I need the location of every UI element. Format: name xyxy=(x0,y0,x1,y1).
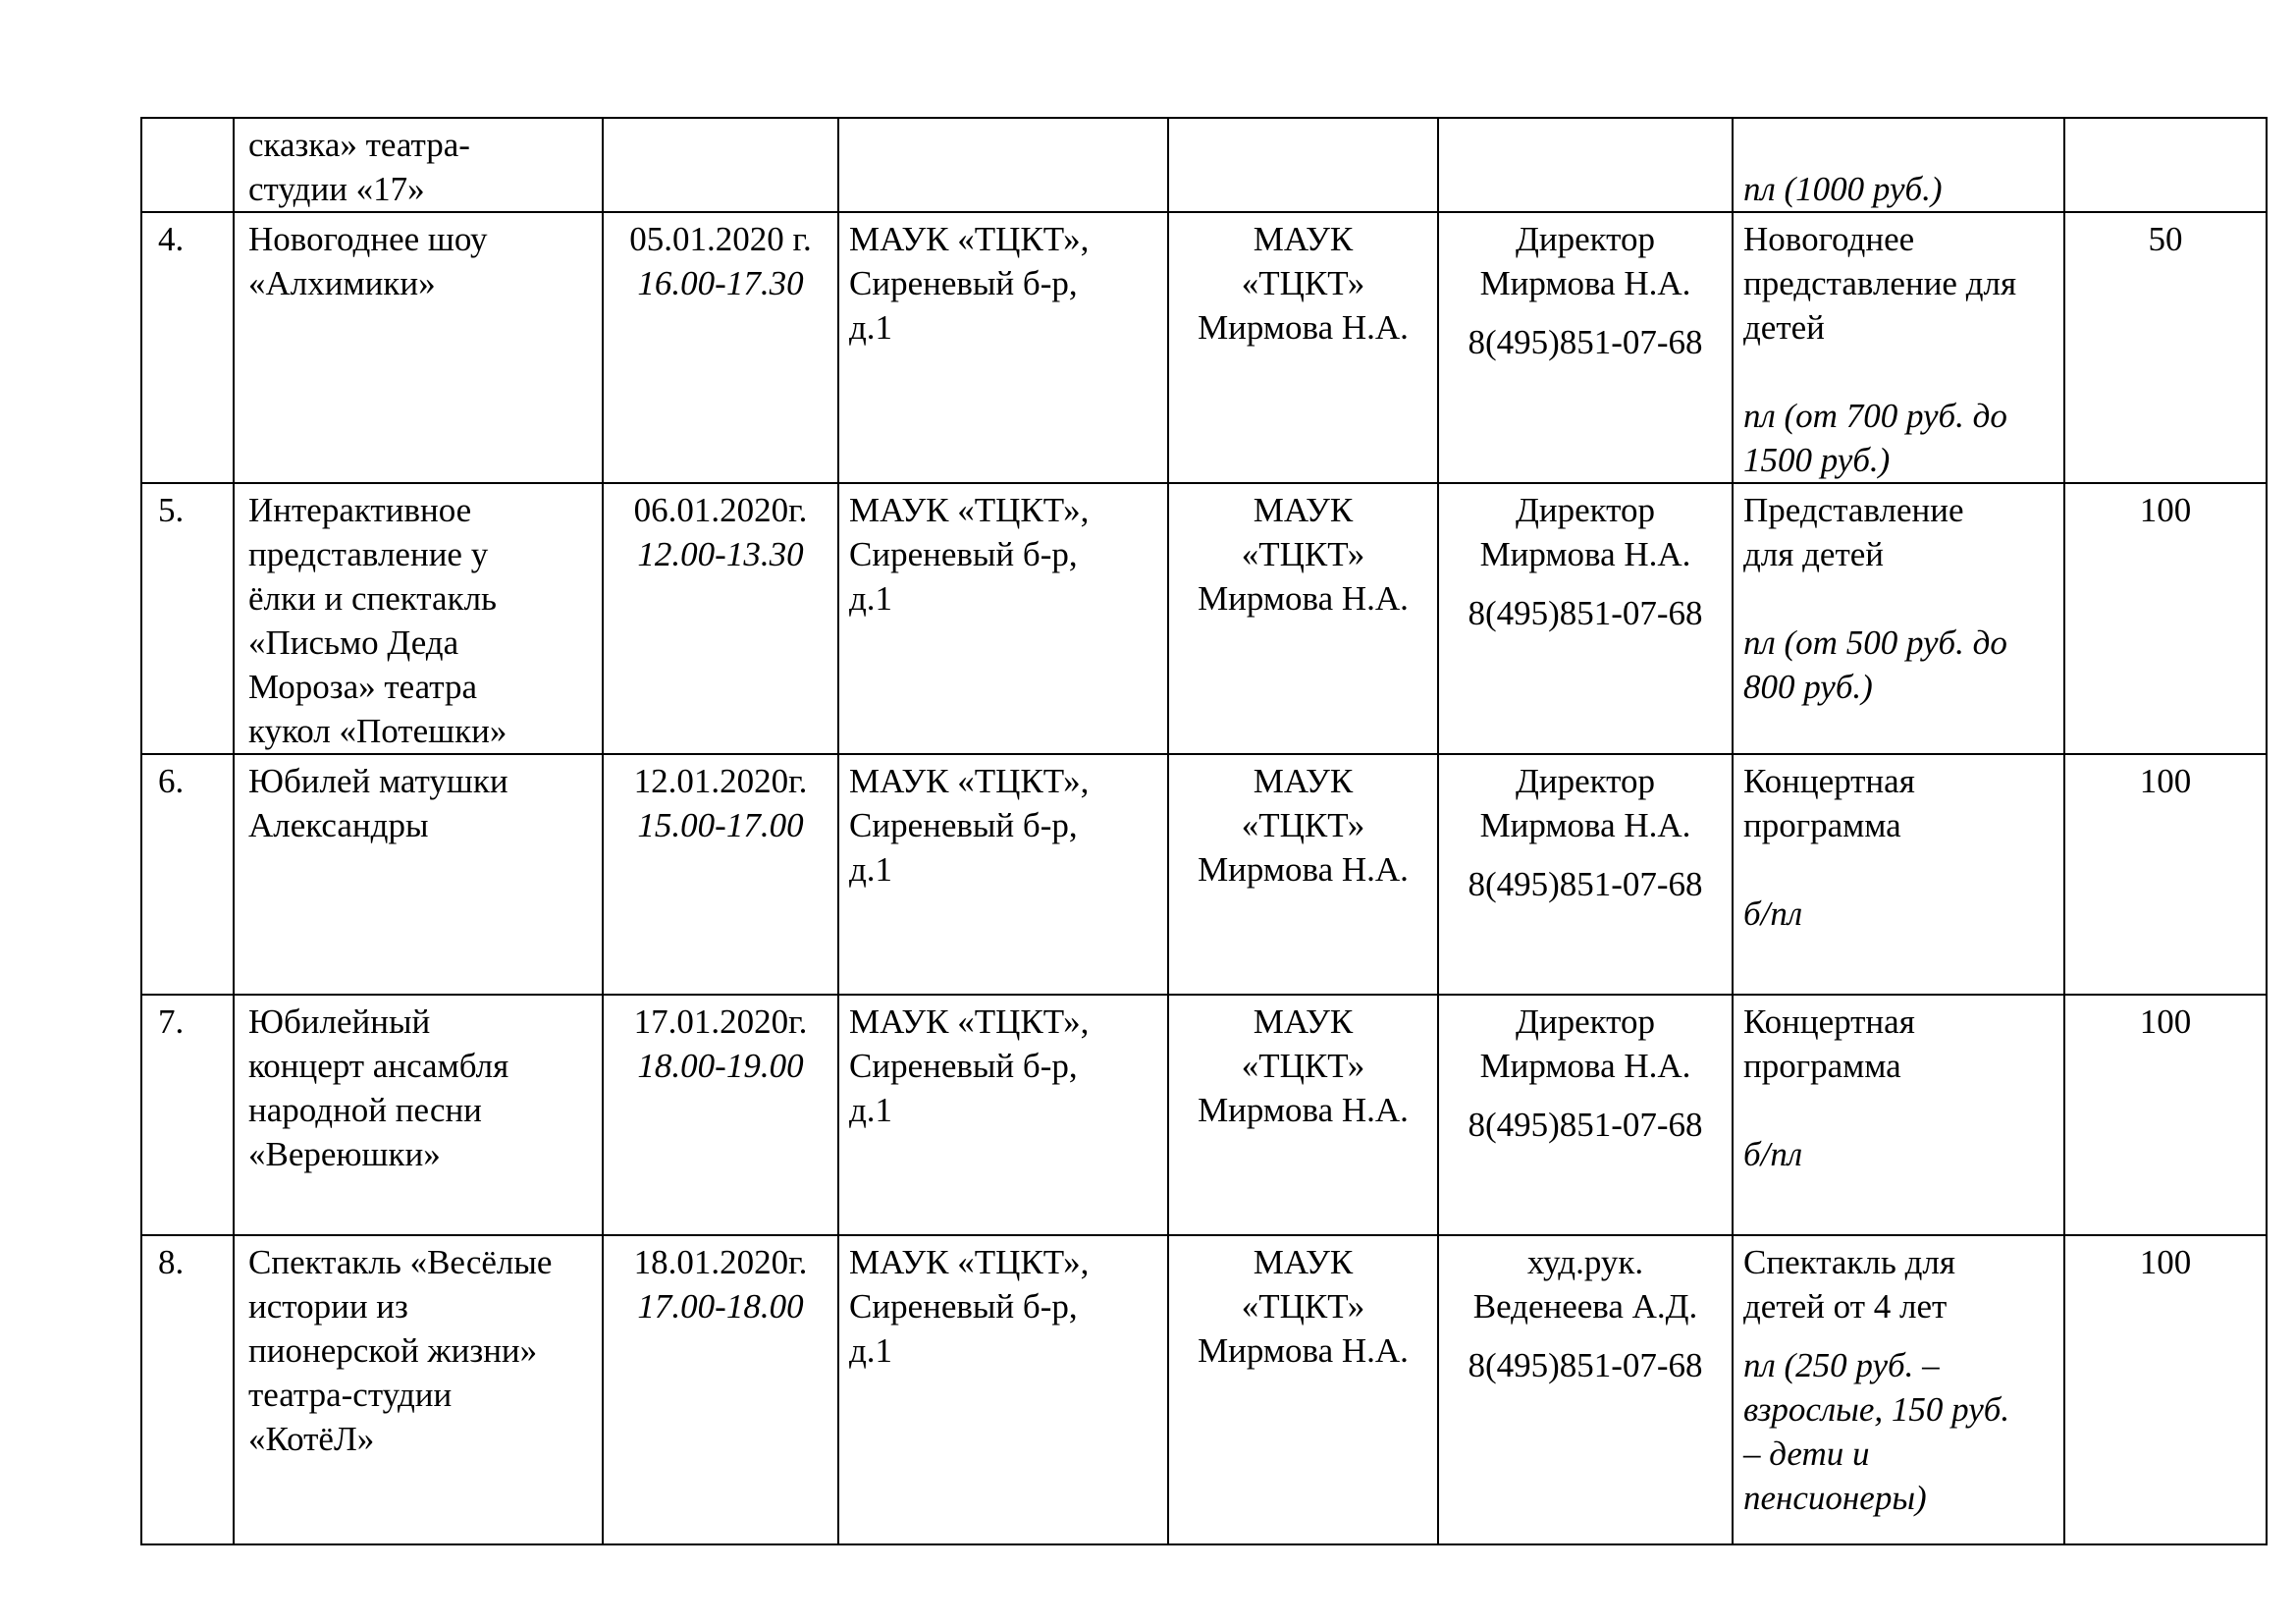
organizer-line: Мирмова Н.А. xyxy=(1198,1331,1409,1370)
phone-number: 8(495)851-07-68 xyxy=(1468,865,1703,903)
table-row xyxy=(141,754,2267,995)
organizer-line: МАУК xyxy=(1253,491,1354,529)
organizer-cell xyxy=(1168,212,1438,483)
row-number: 4. xyxy=(158,220,185,258)
count-cell xyxy=(2064,212,2267,483)
phone-number: 8(495)851-07-68 xyxy=(1468,323,1703,361)
organizer-cell xyxy=(1168,483,1438,754)
responsible-line: Веденеева А.Д. xyxy=(1472,1287,1698,1326)
responsible-cell xyxy=(1438,483,1733,754)
organizer-line: МАУК xyxy=(1253,1002,1354,1041)
event-name-line: Александры xyxy=(248,806,429,844)
event-time: 18.00-19.00 xyxy=(637,1047,804,1085)
table-row xyxy=(141,483,2267,754)
date-cell xyxy=(603,1235,838,1544)
row-number-cell xyxy=(141,1235,234,1544)
price-line: пл (от 500 руб. до xyxy=(1743,623,2007,662)
address-line: д.1 xyxy=(849,850,893,889)
count-cell xyxy=(2064,483,2267,754)
organizer-line: МАУК xyxy=(1253,220,1354,258)
date-cell xyxy=(603,212,838,483)
responsible-line: Мирмова Н.А. xyxy=(1479,1047,1691,1085)
responsible-cell xyxy=(1438,212,1733,483)
event-name-line: студии «17» xyxy=(248,170,425,208)
address-line: МАУК «ТЦКТ», xyxy=(849,1243,1090,1281)
event-name-line: ёлки и спектакль xyxy=(248,579,497,618)
description-line: Новогоднее xyxy=(1743,220,1915,258)
address-cell xyxy=(838,118,1168,212)
description-line: Спектакль для xyxy=(1743,1243,1955,1281)
address-line: МАУК «ТЦКТ», xyxy=(849,762,1090,800)
table-row xyxy=(141,1235,2267,1544)
event-name-cell xyxy=(234,995,603,1235)
event-name-cell xyxy=(234,483,603,754)
event-time: 15.00-17.00 xyxy=(637,806,804,844)
description-line: программа xyxy=(1743,1047,1901,1085)
price-line: б/пл xyxy=(1743,894,1803,933)
price-line: пенсионеры) xyxy=(1743,1479,1927,1517)
event-name-cell xyxy=(234,118,603,212)
description-line: программа xyxy=(1743,806,1901,844)
event-name-line: «КотёЛ» xyxy=(248,1420,375,1458)
date-cell xyxy=(603,118,838,212)
event-date: 18.01.2020г. xyxy=(633,1243,808,1281)
price-line: 1500 руб.) xyxy=(1743,441,1891,479)
address-cell xyxy=(838,212,1168,483)
event-name-cell xyxy=(234,1235,603,1544)
responsible-line: Мирмова Н.А. xyxy=(1479,535,1691,573)
responsible-line: Мирмова Н.А. xyxy=(1479,264,1691,302)
address-line: д.1 xyxy=(849,1091,893,1129)
description-cell xyxy=(1733,212,2064,483)
count-cell xyxy=(2064,1235,2267,1544)
event-name-line: театра-студии xyxy=(248,1376,453,1414)
date-cell xyxy=(603,483,838,754)
event-date: 17.01.2020г. xyxy=(633,1002,808,1041)
event-name-line: Мороза» театра xyxy=(248,668,478,706)
organizer-line: «ТЦКТ» xyxy=(1241,806,1365,844)
table-row xyxy=(141,118,2267,212)
responsible-cell xyxy=(1438,754,1733,995)
event-name-line: истории из xyxy=(248,1287,408,1326)
price-line: пл (1000 руб.) xyxy=(1743,170,1943,208)
row-number-cell xyxy=(141,118,234,212)
participant-count: 100 xyxy=(2139,491,2192,529)
description-line: детей xyxy=(1743,308,1825,347)
participant-count: 100 xyxy=(2139,1243,2192,1281)
address-line: д.1 xyxy=(849,308,893,347)
description-line: Концертная xyxy=(1743,1002,1915,1041)
organizer-line: «ТЦКТ» xyxy=(1241,1287,1365,1326)
event-name-line: концерт ансамбля xyxy=(248,1047,509,1085)
organizer-cell xyxy=(1168,1235,1438,1544)
row-number: 5. xyxy=(158,491,185,529)
organizer-cell xyxy=(1168,118,1438,212)
event-name-cell xyxy=(234,754,603,995)
row-number: 8. xyxy=(158,1243,185,1281)
price-line: 800 руб.) xyxy=(1743,668,1873,706)
responsible-line: Директор xyxy=(1515,491,1656,529)
event-name-line: Интерактивное xyxy=(248,491,472,529)
description-line: Концертная xyxy=(1743,762,1915,800)
description-cell xyxy=(1733,1235,2064,1544)
count-cell xyxy=(2064,995,2267,1235)
organizer-line: МАУК xyxy=(1253,1243,1354,1281)
price-line: – дети и xyxy=(1743,1435,1870,1473)
organizer-cell xyxy=(1168,995,1438,1235)
address-line: МАУК «ТЦКТ», xyxy=(849,220,1090,258)
event-date: 06.01.2020г. xyxy=(633,491,808,529)
description-line: представление для xyxy=(1743,264,2017,302)
row-number-cell xyxy=(141,212,234,483)
row-number-cell xyxy=(141,995,234,1235)
row-number-cell xyxy=(141,483,234,754)
organizer-line: «ТЦКТ» xyxy=(1241,535,1365,573)
organizer-cell xyxy=(1168,754,1438,995)
address-line: МАУК «ТЦКТ», xyxy=(849,1002,1090,1041)
participant-count: 100 xyxy=(2139,1002,2192,1041)
address-line: д.1 xyxy=(849,579,893,618)
event-name-line: представление у xyxy=(248,535,489,573)
event-name-line: народной песни xyxy=(248,1091,482,1129)
organizer-line: «ТЦКТ» xyxy=(1241,1047,1365,1085)
event-name-line: Спектакль «Весёлые xyxy=(248,1243,553,1281)
event-name-line: сказка» театра- xyxy=(248,126,470,164)
address-line: д.1 xyxy=(849,1331,893,1370)
participant-count: 50 xyxy=(2148,220,2183,258)
organizer-line: Мирмова Н.А. xyxy=(1198,1091,1409,1129)
participant-count: 100 xyxy=(2139,762,2192,800)
responsible-line: Директор xyxy=(1515,1002,1656,1041)
address-cell xyxy=(838,754,1168,995)
address-line: Сиреневый б-р, xyxy=(849,264,1078,302)
description-line: Представление xyxy=(1743,491,1964,529)
event-time: 17.00-18.00 xyxy=(637,1287,804,1326)
count-cell xyxy=(2064,754,2267,995)
event-name-line: пионерской жизни» xyxy=(248,1331,538,1370)
address-line: Сиреневый б-р, xyxy=(849,806,1078,844)
event-name-line: Юбилейный xyxy=(248,1002,431,1041)
description-line: детей от 4 лет xyxy=(1743,1287,1948,1326)
row-number-cell xyxy=(141,754,234,995)
responsible-cell xyxy=(1438,995,1733,1235)
price-line: взрослые, 150 руб. xyxy=(1743,1390,2010,1429)
event-name-line: Новогоднее шоу xyxy=(248,220,488,258)
organizer-line: Мирмова Н.А. xyxy=(1198,308,1409,347)
description-cell xyxy=(1733,118,2064,212)
table-row xyxy=(141,995,2267,1235)
price-line: пл (250 руб. – xyxy=(1743,1346,1940,1384)
description-cell xyxy=(1733,754,2064,995)
responsible-line: Директор xyxy=(1515,220,1656,258)
address-line: МАУК «ТЦКТ», xyxy=(849,491,1090,529)
phone-number: 8(495)851-07-68 xyxy=(1468,594,1703,632)
address-cell xyxy=(838,1235,1168,1544)
responsible-line: худ.рук. xyxy=(1526,1243,1644,1281)
phone-number: 8(495)851-07-68 xyxy=(1468,1106,1703,1144)
address-cell xyxy=(838,995,1168,1235)
phone-number: 8(495)851-07-68 xyxy=(1468,1346,1703,1384)
address-cell xyxy=(838,483,1168,754)
event-date: 12.01.2020г. xyxy=(633,762,808,800)
responsible-cell xyxy=(1438,118,1733,212)
event-time: 16.00-17.30 xyxy=(637,264,804,302)
responsible-line: Директор xyxy=(1515,762,1656,800)
organizer-line: «ТЦКТ» xyxy=(1241,264,1365,302)
table-row xyxy=(141,212,2267,483)
count-cell xyxy=(2064,118,2267,212)
responsible-line: Мирмова Н.А. xyxy=(1479,806,1691,844)
date-cell xyxy=(603,754,838,995)
organizer-line: Мирмова Н.А. xyxy=(1198,850,1409,889)
price-line: пл (от 700 руб. до xyxy=(1743,397,2007,435)
events-table xyxy=(140,117,2268,1545)
event-date: 05.01.2020 г. xyxy=(629,220,812,258)
event-name-line: «Письмо Деда xyxy=(248,623,459,662)
responsible-cell xyxy=(1438,1235,1733,1544)
price-line: б/пл xyxy=(1743,1135,1803,1173)
address-line: Сиреневый б-р, xyxy=(849,535,1078,573)
organizer-line: МАУК xyxy=(1253,762,1354,800)
organizer-line: Мирмова Н.А. xyxy=(1198,579,1409,618)
event-name-line: «Вереюшки» xyxy=(248,1135,441,1173)
address-line: Сиреневый б-р, xyxy=(849,1287,1078,1326)
date-cell xyxy=(603,995,838,1235)
event-name-cell xyxy=(234,212,603,483)
event-time: 12.00-13.30 xyxy=(637,535,804,573)
row-number: 7. xyxy=(158,1002,185,1041)
description-line: для детей xyxy=(1743,535,1885,573)
row-number: 6. xyxy=(158,762,185,800)
event-name-line: Юбилей матушки xyxy=(248,762,508,800)
address-line: Сиреневый б-р, xyxy=(849,1047,1078,1085)
event-name-line: «Алхимики» xyxy=(248,264,436,302)
description-cell xyxy=(1733,995,2064,1235)
event-name-line: кукол «Потешки» xyxy=(248,712,507,750)
description-cell xyxy=(1733,483,2064,754)
